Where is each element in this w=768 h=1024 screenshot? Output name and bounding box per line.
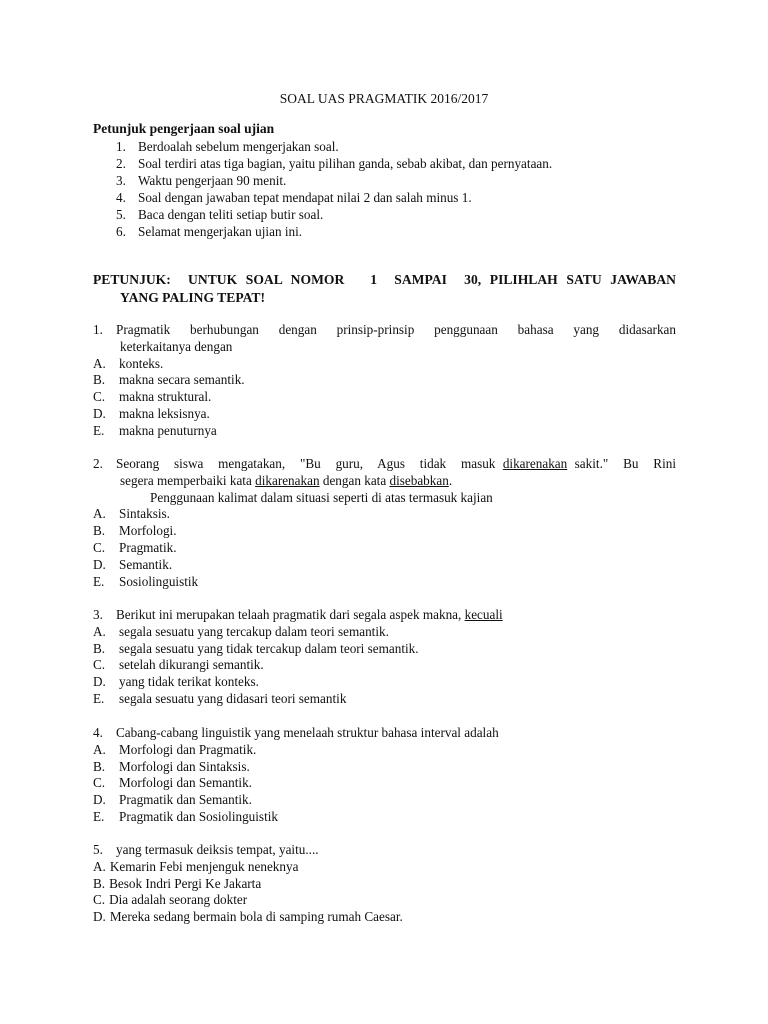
option-text: Pragmatik. — [119, 539, 177, 555]
option-letter: B. — [93, 640, 106, 656]
underlined-term: dikarenakan — [255, 472, 320, 488]
question-number: 4. — [93, 725, 103, 740]
section-instruction-line1: PETUNJUK: UNTUK SOAL NOMOR 1 SAMPAI 30, PILIHLAH SATU JAWABAN — [93, 272, 676, 287]
answer-option[interactable] — [93, 389, 676, 406]
question-number: 2. — [93, 456, 103, 471]
answer-option[interactable] — [93, 859, 676, 876]
answer-options — [93, 624, 676, 708]
question-4 — [93, 725, 676, 826]
instruction-item — [116, 206, 552, 223]
option-letter: D. — [93, 909, 106, 925]
instruction-item — [116, 138, 552, 155]
question-stem-text: yang termasuk deiksis tempat, yaitu.... — [116, 842, 319, 857]
answer-option[interactable] — [93, 876, 676, 893]
section-instruction-line2: YANG PALING TEPAT! — [120, 290, 266, 305]
instruction-item — [116, 189, 552, 206]
question-3 — [93, 607, 676, 708]
underlined-term: dikarenakan — [502, 456, 568, 471]
question-stem — [93, 842, 676, 859]
option-text: Besok Indri Pergi Ke Jakarta — [109, 875, 262, 891]
underlined-term: disebabkan — [389, 472, 449, 488]
stem-text-part: dengan kata — [319, 472, 390, 488]
option-text: Morfologi. — [119, 523, 177, 539]
option-letter: E. — [93, 808, 105, 824]
question-stem-text — [116, 607, 503, 624]
option-letter: A. — [93, 623, 106, 639]
option-text: konteks. — [119, 355, 164, 371]
answer-option[interactable] — [93, 356, 676, 373]
answer-option[interactable] — [93, 759, 676, 776]
instruction-item — [116, 223, 552, 240]
answer-option[interactable] — [93, 742, 676, 759]
underlined-term: kecuali — [464, 607, 503, 622]
question-stem-line1: Pragmatik berhubungan dengan prinsip-prinsip penggunaan bahasa yang didasarkan — [116, 322, 676, 337]
option-text: Morfologi dan Pragmatik. — [119, 741, 257, 757]
answer-option[interactable] — [93, 624, 676, 641]
answer-options — [93, 742, 676, 826]
answer-option[interactable] — [93, 775, 676, 792]
option-text: Morfologi dan Sintaksis. — [119, 758, 250, 774]
option-text: makna secara semantik. — [119, 372, 245, 388]
question-2 — [93, 456, 676, 590]
option-text: Sosiolinguistik — [119, 573, 199, 589]
instructions-list — [116, 138, 552, 240]
option-letter: C. — [93, 657, 106, 673]
answer-option[interactable] — [93, 691, 676, 708]
option-letter: C. — [93, 775, 106, 791]
instruction-text: Soal terdiri atas tiga bagian, yaitu pilihan ganda, sebab akibat, dan pernyataan. — [138, 156, 553, 171]
option-text: Semantik. — [119, 556, 173, 572]
instructions-heading: Petunjuk pengerjaan soal ujian — [93, 121, 275, 136]
answer-option[interactable] — [93, 892, 676, 909]
option-text: Pragmatik dan Semantik. — [119, 792, 252, 808]
instruction-text: Waktu pengerjaan 90 menit. — [138, 173, 287, 188]
instruction-text: Baca dengan teliti setiap butir soal. — [138, 207, 324, 222]
instruction-text: Berdoalah sebelum mengerjakan soal. — [138, 139, 339, 154]
instruction-number: 2. — [116, 156, 126, 171]
option-text: makna leksisnya. — [119, 405, 210, 421]
option-letter: B. — [93, 372, 106, 388]
option-letter: A. — [93, 858, 106, 874]
instruction-number: 5. — [116, 207, 126, 222]
option-text: segala sesuatu yang tidak tercakup dalam teori semantik. — [119, 640, 419, 656]
option-letter: C. — [93, 389, 106, 405]
option-letter: C. — [93, 539, 106, 555]
stem-text-part: segera memperbaiki kata — [120, 472, 256, 488]
option-text: Sintaksis. — [119, 506, 170, 522]
option-text: Kemarin Febi menjenguk neneknya — [109, 858, 299, 874]
instruction-text: Soal dengan jawaban tepat mendapat nilai 2 dan salah minus 1. — [138, 190, 472, 205]
answer-options — [93, 506, 676, 590]
instruction-number: 4. — [116, 190, 126, 205]
answer-option[interactable] — [93, 657, 676, 674]
option-letter: D. — [93, 674, 106, 690]
answer-option[interactable] — [93, 506, 676, 523]
answer-option[interactable] — [93, 406, 676, 423]
option-letter: E. — [93, 573, 105, 589]
option-text: makna penuturnya — [119, 422, 217, 438]
instruction-item — [116, 172, 552, 189]
option-letter: A. — [93, 506, 106, 522]
option-letter: B. — [93, 875, 106, 891]
option-letter: E. — [93, 422, 105, 438]
question-stem — [93, 607, 676, 624]
question-stem-text: Cabang-cabang linguistik yang menelaah struktur bahasa interval adalah — [116, 725, 499, 740]
answer-option[interactable] — [93, 557, 676, 574]
answer-option[interactable] — [93, 674, 676, 691]
stem-text-part: sakit." Bu Rini — [567, 456, 676, 471]
option-letter: D. — [93, 405, 106, 421]
option-letter: A. — [93, 355, 106, 371]
question-stem-line3: Penggunaan kalimat dalam situasi seperti di atas termasuk kajian — [150, 489, 493, 505]
stem-text-part: Berikut ini merupakan telaah pragmatik dari segala aspek makna, — [116, 607, 465, 622]
option-letter: E. — [93, 690, 105, 706]
option-text: Pragmatik dan Sosiolinguistik — [119, 808, 278, 824]
instruction-number: 3. — [116, 173, 126, 188]
option-text: yang tidak terikat konteks. — [119, 674, 259, 690]
instruction-item — [116, 155, 552, 172]
question-stem-line2 — [93, 473, 676, 490]
question-stem — [93, 456, 676, 473]
option-text: segala sesuatu yang tercakup dalam teori semantik. — [119, 623, 389, 639]
question-number: 1. — [93, 322, 103, 337]
option-letter: B. — [93, 523, 106, 539]
question-number: 3. — [93, 607, 103, 622]
option-letter: C. — [93, 892, 106, 908]
option-text: Dia adalah seorang dokter — [109, 892, 248, 908]
answer-option[interactable] — [93, 423, 676, 440]
option-text: Mereka sedang bermain bola di samping rumah Caesar. — [109, 909, 403, 925]
question-5 — [93, 842, 676, 926]
answer-options — [93, 356, 676, 440]
question-stem-line1 — [116, 456, 676, 473]
question-number: 5. — [93, 842, 103, 857]
answer-options — [93, 859, 676, 926]
stem-text-part: . — [448, 472, 453, 488]
answer-option[interactable] — [93, 540, 676, 557]
instruction-number: 6. — [116, 224, 126, 239]
answer-option[interactable] — [93, 792, 676, 809]
option-text: setelah dikurangi semantik. — [119, 657, 264, 673]
option-text: Morfologi dan Semantik. — [119, 775, 252, 791]
answer-option[interactable] — [93, 809, 676, 826]
answer-option[interactable] — [93, 641, 676, 658]
question-stem — [93, 725, 676, 742]
answer-option[interactable] — [93, 574, 676, 591]
instruction-text: Selamat mengerjakan ujian ini. — [138, 224, 303, 239]
option-letter: A. — [93, 741, 106, 757]
question-1 — [93, 322, 676, 440]
option-text: makna struktural. — [119, 389, 212, 405]
option-letter: D. — [93, 792, 106, 808]
answer-option[interactable] — [93, 523, 676, 540]
question-stem-line2: keterkaitanya dengan — [120, 338, 233, 354]
option-text: segala sesuatu yang didasari teori semantik — [119, 690, 347, 706]
instruction-number: 1. — [116, 139, 126, 154]
option-letter: B. — [93, 758, 106, 774]
option-letter: D. — [93, 556, 106, 572]
answer-option[interactable] — [93, 372, 676, 389]
question-stem — [93, 322, 676, 339]
section-instruction — [93, 271, 676, 307]
answer-option[interactable] — [93, 909, 676, 926]
stem-text-part: Seorang siswa mengatakan, "Bu guru, Agus tidak masuk — [116, 456, 503, 471]
document-title: SOAL UAS PRAGMATIK 2016/2017 — [279, 91, 489, 106]
